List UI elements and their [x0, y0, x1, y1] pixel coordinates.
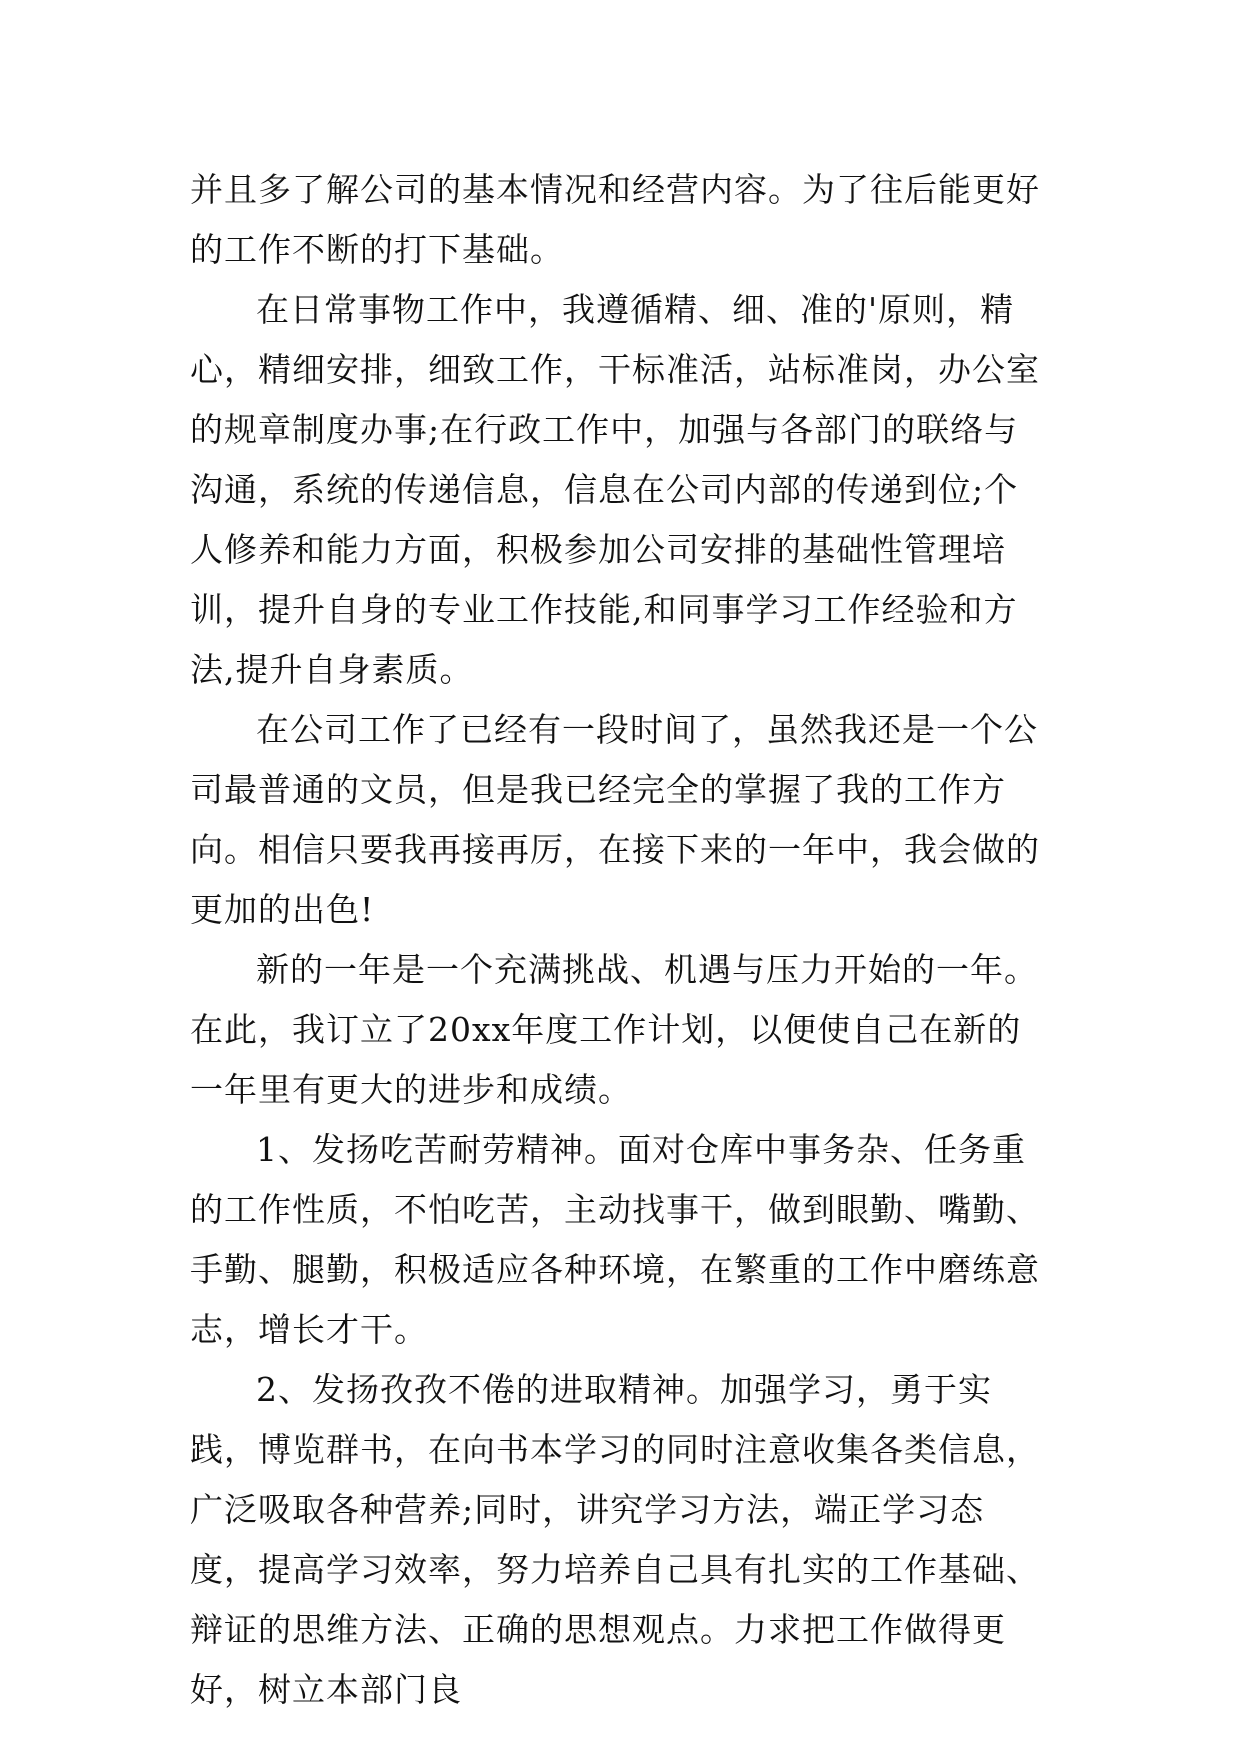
paragraph-work-direction: 在公司工作了已经有一段时间了，虽然我还是一个公司最普通的文员，但是我已经完全的掌握了我的工作方向。相信只要我再接再厉，在接下来的一年中，我会做的更加的出色! [190, 710, 1040, 929]
paragraph-item-1: 1、发扬吃苦耐劳精神。面对仓库中事务杂、任务重的工作性质，不怕吃苦，主动找事干，做到眼勤、嘴勤、手勤、腿勤，积极适应各种环境，在繁重的工作中磨练意志，增长才干。 [190, 1130, 1040, 1349]
paragraph-continuation: 并且多了解公司的基本情况和经营内容。为了往后能更好的工作不断的打下基础。 [190, 170, 1040, 269]
paragraph-item-2: 2、发扬孜孜不倦的进取精神。加强学习，勇于实践，博览群书，在向书本学习的同时注意收集各类信息，广泛吸取各种营养;同时，讲究学习方法，端正学习态度，提高学习效率，努力培养自己具有扎实的工作基础、辩证的思维方法、正确的思想观点。力求把工作做得更好，树立本部门良 [190, 1370, 1040, 1709]
body-text [190, 160, 1050, 1720]
paragraph-new-year-plan: 新的一年是一个充满挑战、机遇与压力开始的一年。在此，我订立了20xx年度工作计划，以便使自己在新的一年里有更大的进步和成绩。 [190, 950, 1038, 1109]
paragraph-daily-work: 在日常事物工作中，我遵循精、细、准的'原则，精心，精细安排，细致工作，干标准活，站标准岗，办公室的规章制度办事;在行政工作中，加强与各部门的联络与沟通，系统的传递信息，信息在公司内部的传递到位;个人修养和能力方面，积极参加公司安排的基础性管理培训，提升自身的专业工作技能,和同事学习工作经验和方法,提升自身素质。 [190, 290, 1040, 689]
